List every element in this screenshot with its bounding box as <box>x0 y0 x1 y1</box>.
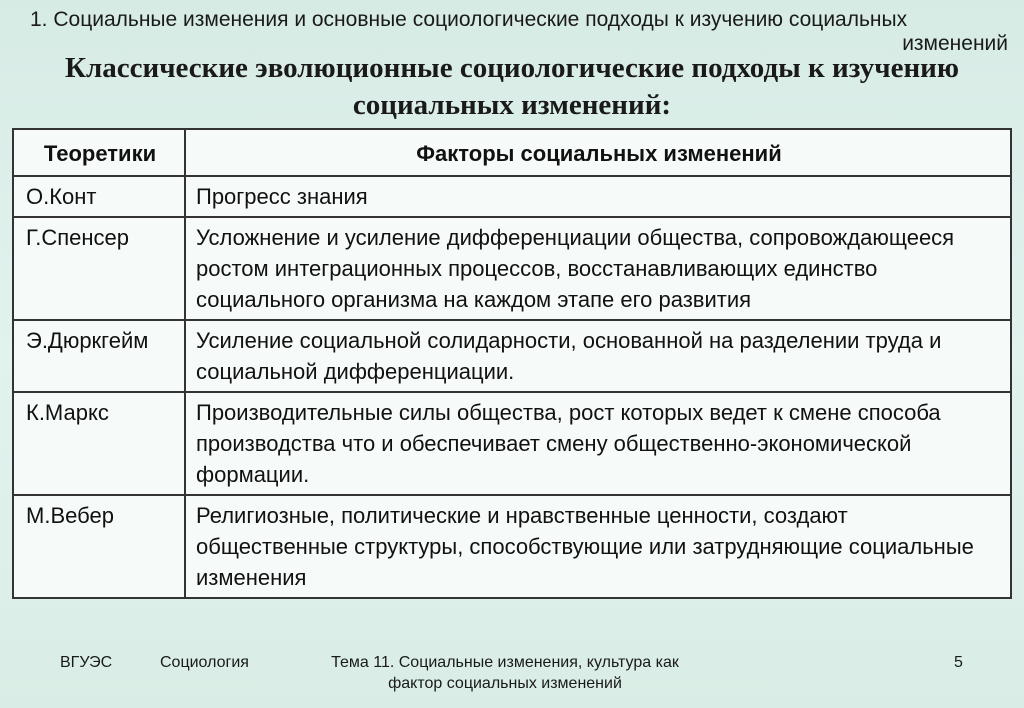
factors-cell: Прогресс знания <box>185 176 1011 217</box>
factors-cell: Усиление социальной солидарности, основанной на разделении труда и социальной дифференциации. <box>185 320 1011 392</box>
factors-cell: Производительные силы общества, рост которых ведет к смене способа производства что и обеспечивает смену общественно-экономической формации. <box>185 392 1011 495</box>
theorist-cell: М.Вебер <box>13 495 185 598</box>
factors-table <box>12 128 1012 599</box>
factors-cell: Усложнение и усиление дифференциации общества, сопровождающееся ростом интеграционных процессов, восстанавливающих единство социального организма на каждом этапе его развития <box>185 217 1011 320</box>
header-line-1: 1. Социальные изменения и основные социологические подходы к изучению социальных <box>30 8 908 31</box>
factors-cell: Религиозные, политические и нравственные ценности, создают общественные структуры, способствующие или затрудняющие социальные изменения <box>185 495 1011 598</box>
footer-subject: Социология <box>160 654 249 671</box>
theorist-cell: О.Конт <box>13 176 185 217</box>
table-row <box>13 176 1011 217</box>
table-row <box>13 495 1011 598</box>
table-header-row <box>13 129 1011 176</box>
table-row <box>13 320 1011 392</box>
theorist-cell: К.Маркс <box>13 392 185 495</box>
column-header-factors: Факторы социальных изменений <box>185 129 1011 176</box>
footer-topic: Тема 11. Социальные изменения, культура как фактор социальных изменений <box>331 654 679 692</box>
column-header-theorists: Теоретики <box>13 129 185 176</box>
slide-footer <box>0 652 1024 708</box>
table-row <box>13 392 1011 495</box>
page-number: 5 <box>954 654 963 671</box>
theorist-cell: Э.Дюркгейм <box>13 320 185 392</box>
theorist-cell: Г.Спенсер <box>13 217 185 320</box>
table-row <box>13 217 1011 320</box>
header-line-2: изменений <box>902 32 1008 55</box>
footer-org: ВГУЭС <box>60 654 113 671</box>
slide-title: Классические эволюционные социологические подходы к изучению социальных изменений: <box>64 52 960 121</box>
